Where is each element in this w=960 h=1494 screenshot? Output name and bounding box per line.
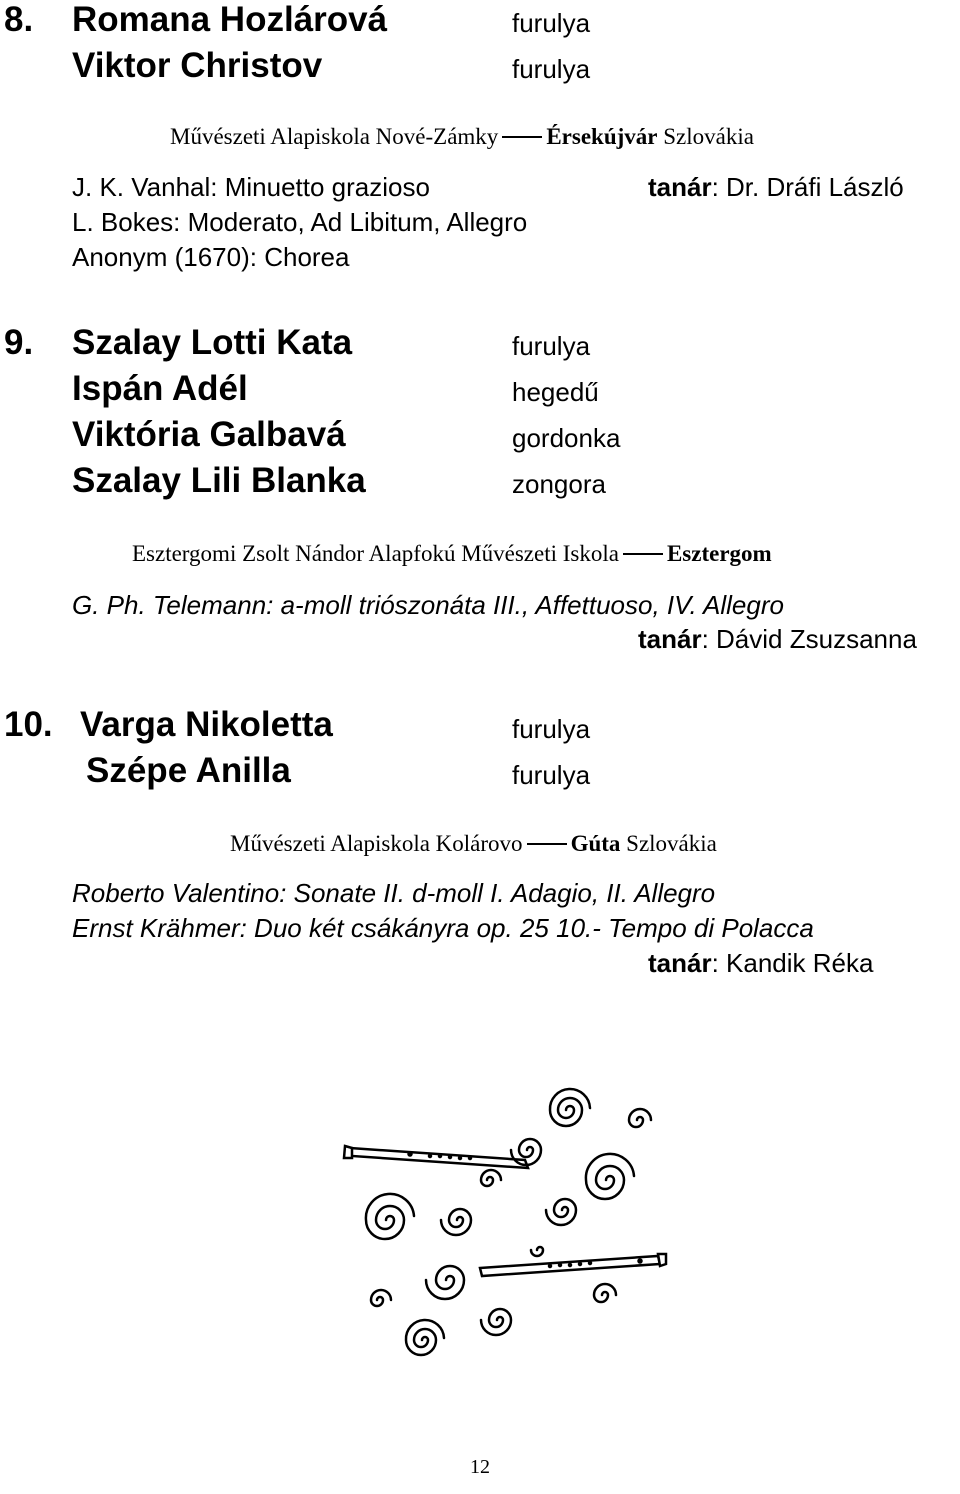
- school-name: Esztergomi Zsolt Nándor Alapfokú Művészeti Iskola: [132, 541, 619, 566]
- performer-instrument: gordonka: [512, 423, 621, 453]
- teacher-line: [648, 172, 904, 203]
- piece-title: Roberto Valentino: Sonate II. d-moll I. Adagio, II. Allegro: [72, 878, 716, 908]
- recorder-swirl-icon: [340, 1070, 670, 1380]
- school-country: Szlovákia: [626, 831, 717, 856]
- piece-title: J. K. Vanhal: Minuetto grazioso: [72, 172, 430, 202]
- teacher-label: tanár: [648, 172, 712, 202]
- entry-10-number: 10.: [4, 705, 53, 744]
- performer-instrument: furulya: [512, 760, 591, 790]
- dash-divider: [623, 553, 663, 555]
- page-number: 12: [470, 1456, 490, 1478]
- performer-name: Szalay Lotti Kata: [72, 323, 353, 362]
- school-name: Művészeti Alapiskola Nové-Zámky: [170, 124, 499, 149]
- school-country: Szlovákia: [663, 124, 754, 149]
- teacher-name: : Dr. Dráfi László: [711, 172, 904, 202]
- teacher-line: [648, 948, 873, 979]
- teacher-line: [638, 624, 917, 655]
- teacher-label: tanár: [638, 624, 702, 654]
- performer-instrument: furulya: [512, 714, 591, 744]
- teacher-name: : Kandik Réka: [711, 948, 874, 978]
- performer-instrument: zongora: [512, 469, 606, 499]
- performer-instrument: furulya: [512, 331, 591, 361]
- school-city: Érsekújvár: [546, 124, 658, 149]
- performer-name: Varga Nikoletta: [80, 705, 333, 744]
- dash-divider: [527, 843, 567, 845]
- piece-title: G. Ph. Telemann: a-moll triószonáta III., Affettuoso, IV. Allegro: [72, 590, 784, 620]
- performer-name: Viktória Galbavá: [72, 415, 346, 454]
- performer-instrument: furulya: [512, 54, 591, 84]
- performer-instrument: hegedű: [512, 377, 599, 407]
- school-city: Gúta: [570, 831, 621, 856]
- school-line: [132, 541, 772, 567]
- entry-8-number: 8.: [4, 0, 34, 39]
- performer-name: Viktor Christov: [72, 46, 323, 85]
- piece-title: L. Bokes: Moderato, Ad Libitum, Allegro: [72, 207, 528, 237]
- school-line: [230, 831, 717, 857]
- piece-title: Anonym (1670): Chorea: [72, 242, 350, 272]
- school-line: [170, 124, 754, 150]
- dash-divider: [502, 136, 542, 138]
- performer-name: Szépe Anilla: [86, 751, 291, 790]
- piece-title: Ernst Krähmer: Duo két csákányra op. 25 10.- Tempo di Polacca: [72, 913, 814, 943]
- teacher-name: : Dávid Zsuzsanna: [701, 624, 917, 654]
- performer-instrument: furulya: [512, 8, 591, 38]
- entry-9-number: 9.: [4, 323, 34, 362]
- school-name: Művészeti Alapiskola Kolárovo: [230, 831, 523, 856]
- school-city: Esztergom: [666, 541, 772, 566]
- performer-name: Szalay Lili Blanka: [72, 461, 366, 500]
- teacher-label: tanár: [648, 948, 712, 978]
- performer-name: Ispán Adél: [72, 369, 248, 408]
- performer-name: Romana Hozlárová: [72, 0, 388, 39]
